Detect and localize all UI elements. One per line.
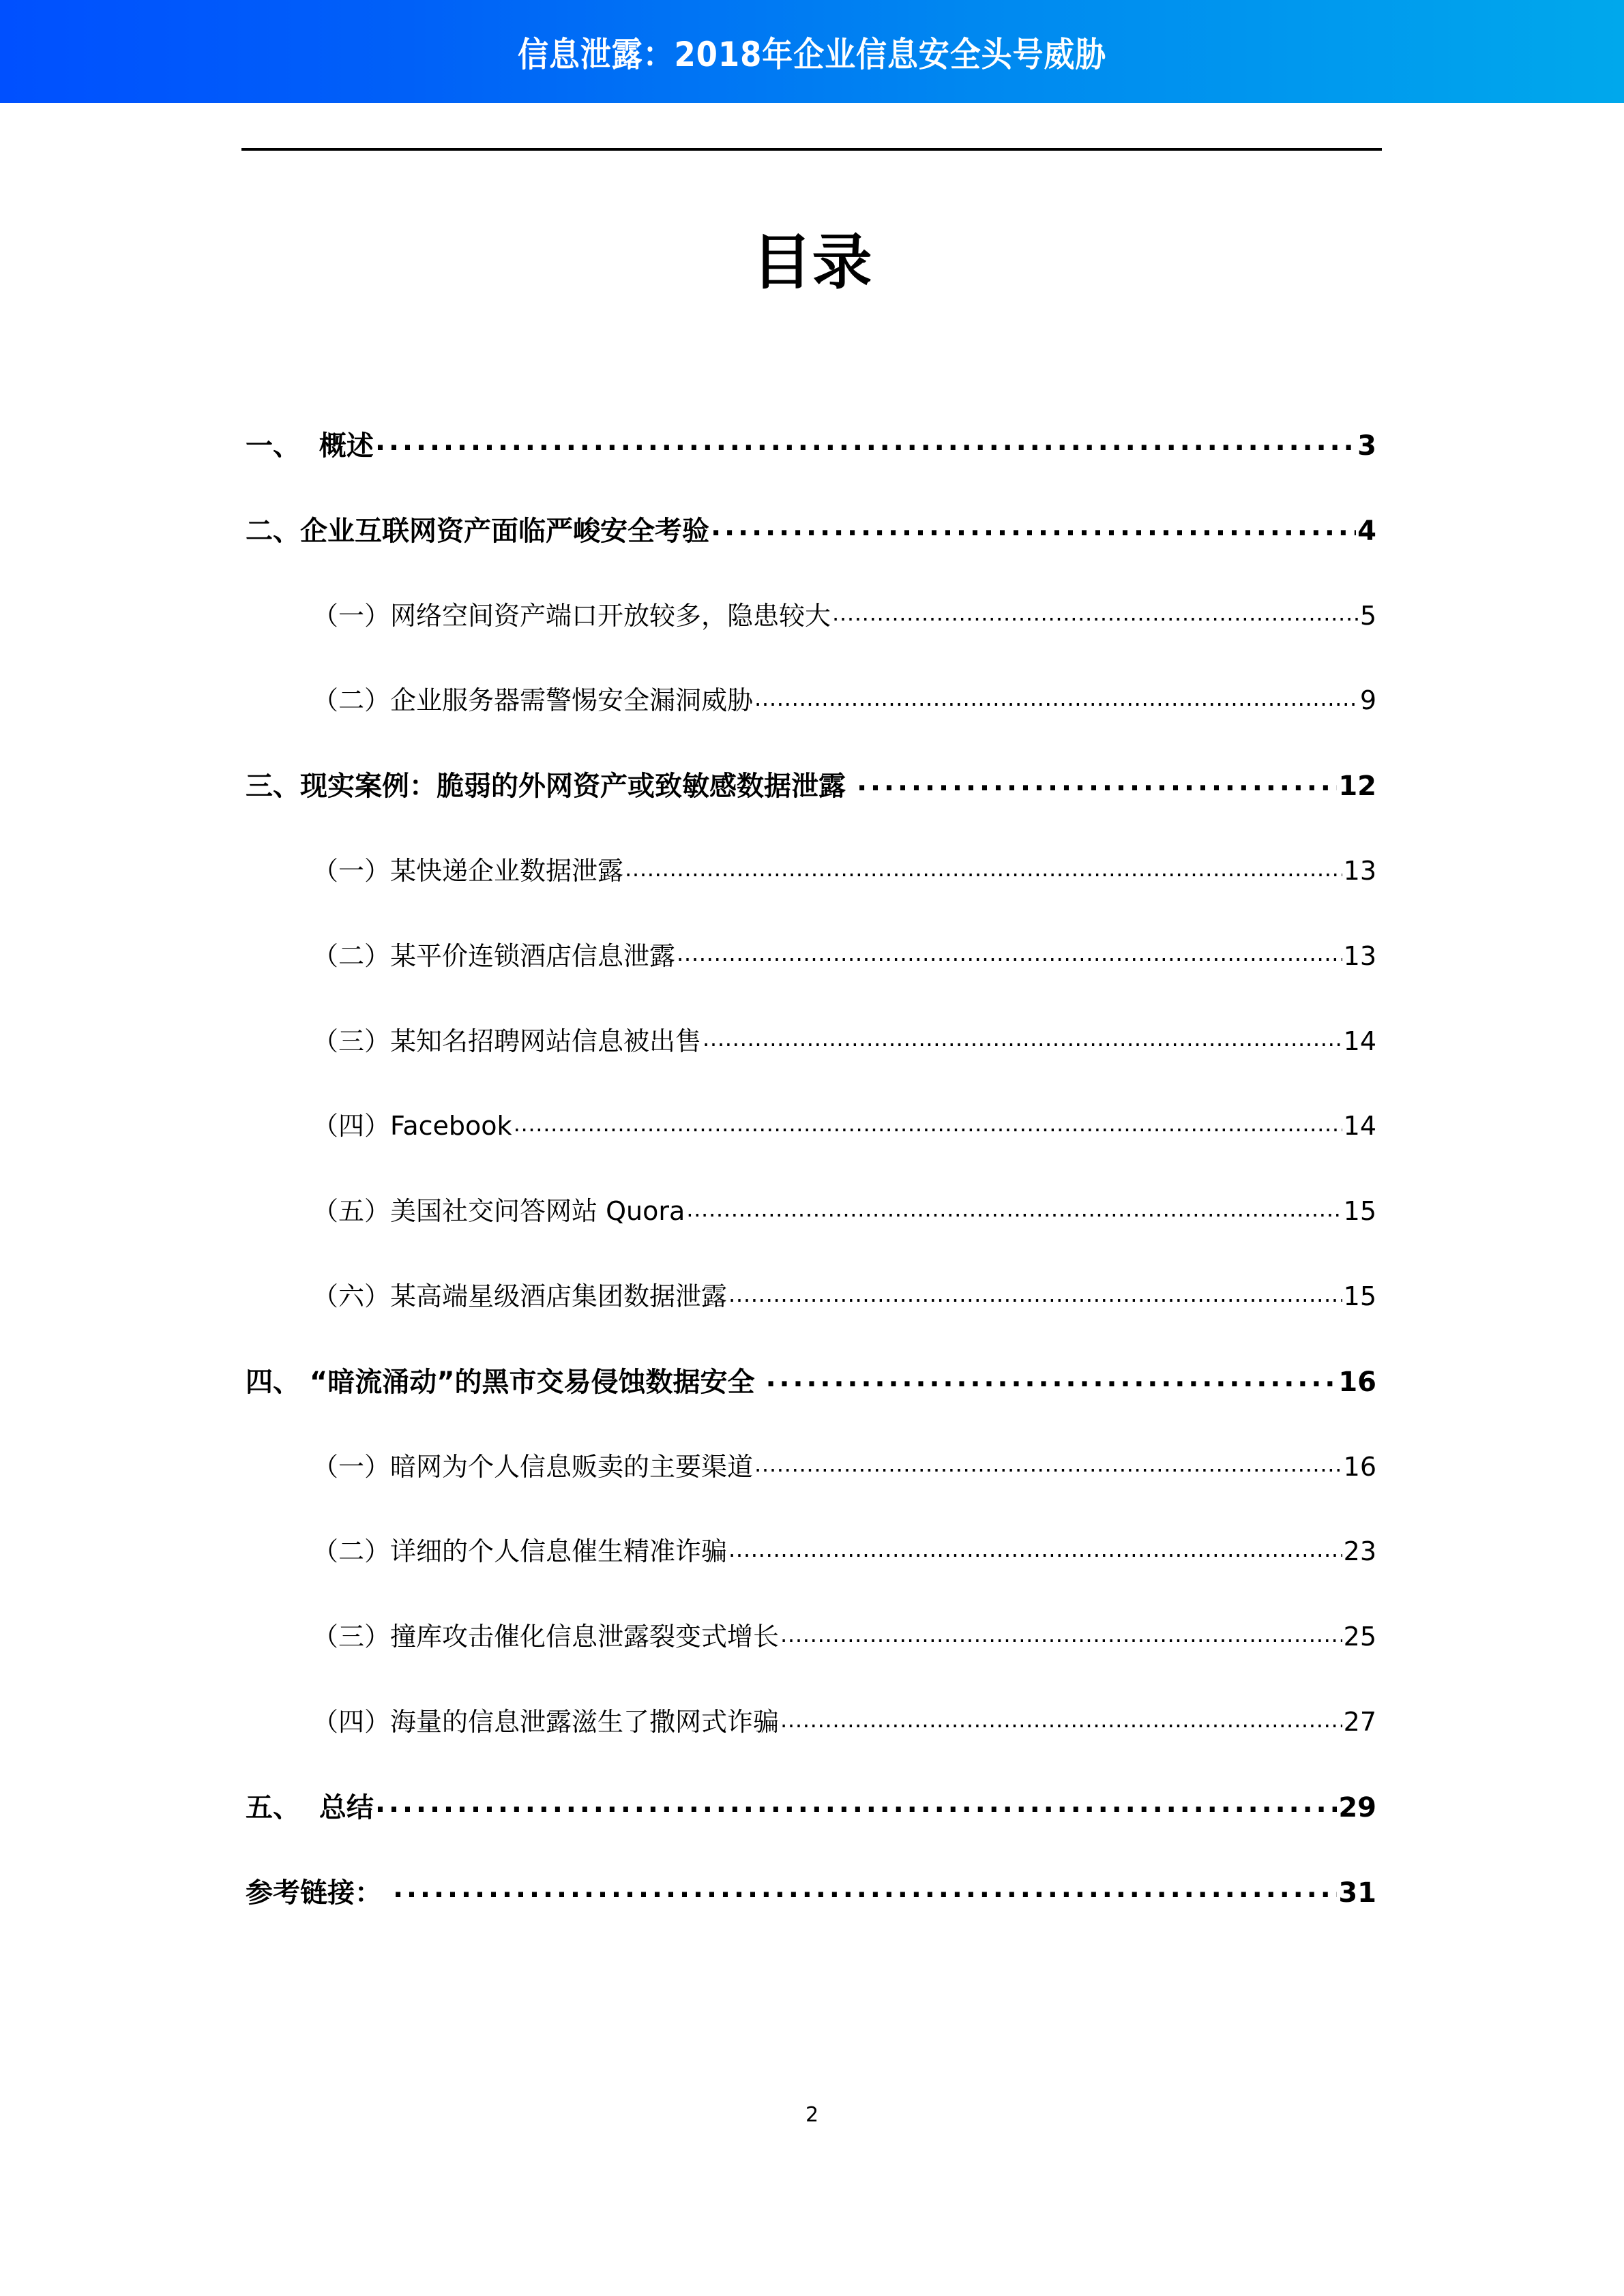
toc-entry-section-4-3[interactable] bbox=[246, 1615, 1376, 1701]
toc-entry-page: 23 bbox=[1343, 1536, 1376, 1567]
toc-entry-page: 31 bbox=[1338, 1877, 1376, 1909]
toc-entry-label: 参考链接： bbox=[246, 1877, 392, 1909]
toc-entry-label: 四、 “暗流涌动”的黑市交易侵蚀数据安全 bbox=[246, 1366, 765, 1398]
toc-entry-section-4-4[interactable] bbox=[246, 1701, 1376, 1786]
toc-entry-label: （二）某平价连锁酒店信息泄露 bbox=[312, 940, 676, 971]
dot-leader bbox=[765, 1364, 1337, 1391]
toc-entry-label: （五）美国社交问答网站 Quora bbox=[312, 1196, 685, 1227]
toc-entry-section-3-3[interactable] bbox=[246, 1020, 1376, 1105]
dot-leader bbox=[754, 1450, 1342, 1476]
toc-entry-label: 三、现实案例：脆弱的外网资产或致敏感数据泄露 bbox=[246, 771, 855, 803]
toc-entry-label: （二）详细的个人信息催生精准诈骗 bbox=[312, 1536, 728, 1567]
dot-leader bbox=[711, 513, 1356, 540]
dot-leader bbox=[754, 683, 1359, 709]
toc-entry-page: 29 bbox=[1338, 1791, 1376, 1823]
toc-entry-section-4[interactable] bbox=[246, 1360, 1376, 1446]
dot-leader bbox=[375, 428, 1356, 455]
toc-entry-label: （一）暗网为个人信息贩卖的主要渠道 bbox=[312, 1451, 754, 1482]
toc-entry-page: 16 bbox=[1343, 1451, 1376, 1482]
toc-entry-page: 12 bbox=[1338, 771, 1376, 803]
toc-entry-page: 27 bbox=[1343, 1706, 1376, 1737]
toc-entry-section-4-1[interactable] bbox=[246, 1446, 1376, 1531]
toc-entry-page: 14 bbox=[1343, 1026, 1376, 1056]
toc-entry-section-3-5[interactable] bbox=[246, 1190, 1376, 1275]
dot-leader bbox=[393, 1875, 1337, 1902]
toc-entry-label: （三）撞库攻击催化信息泄露裂变式增长 bbox=[312, 1622, 780, 1652]
header-rule-divider bbox=[241, 148, 1382, 151]
toc-entry-page: 13 bbox=[1343, 940, 1376, 971]
table-of-contents bbox=[246, 424, 1376, 1956]
toc-entry-page: 15 bbox=[1343, 1196, 1376, 1227]
toc-entry-section-3-6[interactable] bbox=[246, 1275, 1376, 1360]
toc-entry-page: 9 bbox=[1359, 685, 1376, 716]
toc-entry-label: （二）企业服务器需警惕安全漏洞威胁 bbox=[312, 685, 754, 716]
toc-entry-label: （一）网络空间资产端口开放较多，隐患较大 bbox=[312, 600, 831, 631]
dot-leader bbox=[375, 1789, 1337, 1817]
dot-leader bbox=[514, 1109, 1342, 1135]
toc-entry-page: 13 bbox=[1343, 855, 1376, 886]
toc-entry-section-3-4[interactable] bbox=[246, 1105, 1376, 1190]
toc-entry-page: 3 bbox=[1357, 430, 1376, 462]
toc-entry-section-4-2[interactable] bbox=[246, 1530, 1376, 1615]
dot-leader bbox=[703, 1024, 1342, 1050]
dot-leader bbox=[728, 1279, 1342, 1305]
dot-leader bbox=[677, 939, 1342, 965]
toc-entry-label: 二、企业互联网资产面临严峻安全考验 bbox=[246, 515, 709, 547]
toc-entry-label: 一、 概述 bbox=[246, 430, 374, 462]
toc-entry-label: 五、 总结 bbox=[246, 1791, 374, 1823]
dot-leader bbox=[832, 599, 1359, 625]
toc-entry-section-3[interactable] bbox=[246, 764, 1376, 850]
toc-entry-page: 4 bbox=[1357, 515, 1376, 547]
toc-entry-section-2-2[interactable] bbox=[246, 679, 1376, 764]
dot-leader bbox=[625, 854, 1342, 880]
dot-leader bbox=[780, 1620, 1342, 1645]
toc-entry-label: （六）某高端星级酒店集团数据泄露 bbox=[312, 1281, 728, 1311]
dot-leader bbox=[857, 768, 1337, 795]
toc-entry-section-2-1[interactable] bbox=[246, 595, 1376, 680]
dot-leader bbox=[728, 1534, 1342, 1560]
toc-entry-page: 25 bbox=[1343, 1622, 1376, 1652]
toc-entry-overview[interactable] bbox=[246, 424, 1376, 509]
toc-entry-page: 5 bbox=[1359, 600, 1376, 631]
toc-entry-label: （一）某快递企业数据泄露 bbox=[312, 855, 624, 886]
document-header-band bbox=[0, 0, 1624, 103]
toc-entry-summary[interactable] bbox=[246, 1786, 1376, 1871]
toc-title: 目录 bbox=[752, 227, 872, 297]
toc-entry-page: 15 bbox=[1343, 1281, 1376, 1311]
toc-entry-section-3-1[interactable] bbox=[246, 850, 1376, 935]
toc-entry-page: 16 bbox=[1338, 1366, 1376, 1398]
toc-entry-label: （四）Facebook bbox=[312, 1111, 512, 1142]
dot-leader bbox=[686, 1194, 1342, 1220]
toc-entry-label: （三）某知名招聘网站信息被出售 bbox=[312, 1026, 702, 1056]
document-header-title: 信息泄露：2018年企业信息安全头号威胁 bbox=[517, 34, 1107, 74]
toc-entry-section-3-2[interactable] bbox=[246, 935, 1376, 1020]
dot-leader bbox=[780, 1705, 1342, 1731]
toc-entry-page: 14 bbox=[1343, 1111, 1376, 1142]
toc-entry-label: （四）海量的信息泄露滋生了撒网式诈骗 bbox=[312, 1706, 780, 1737]
toc-entry-references[interactable] bbox=[246, 1871, 1376, 1956]
page-number: 2 bbox=[805, 2103, 819, 2127]
toc-entry-section-2[interactable] bbox=[246, 509, 1376, 595]
